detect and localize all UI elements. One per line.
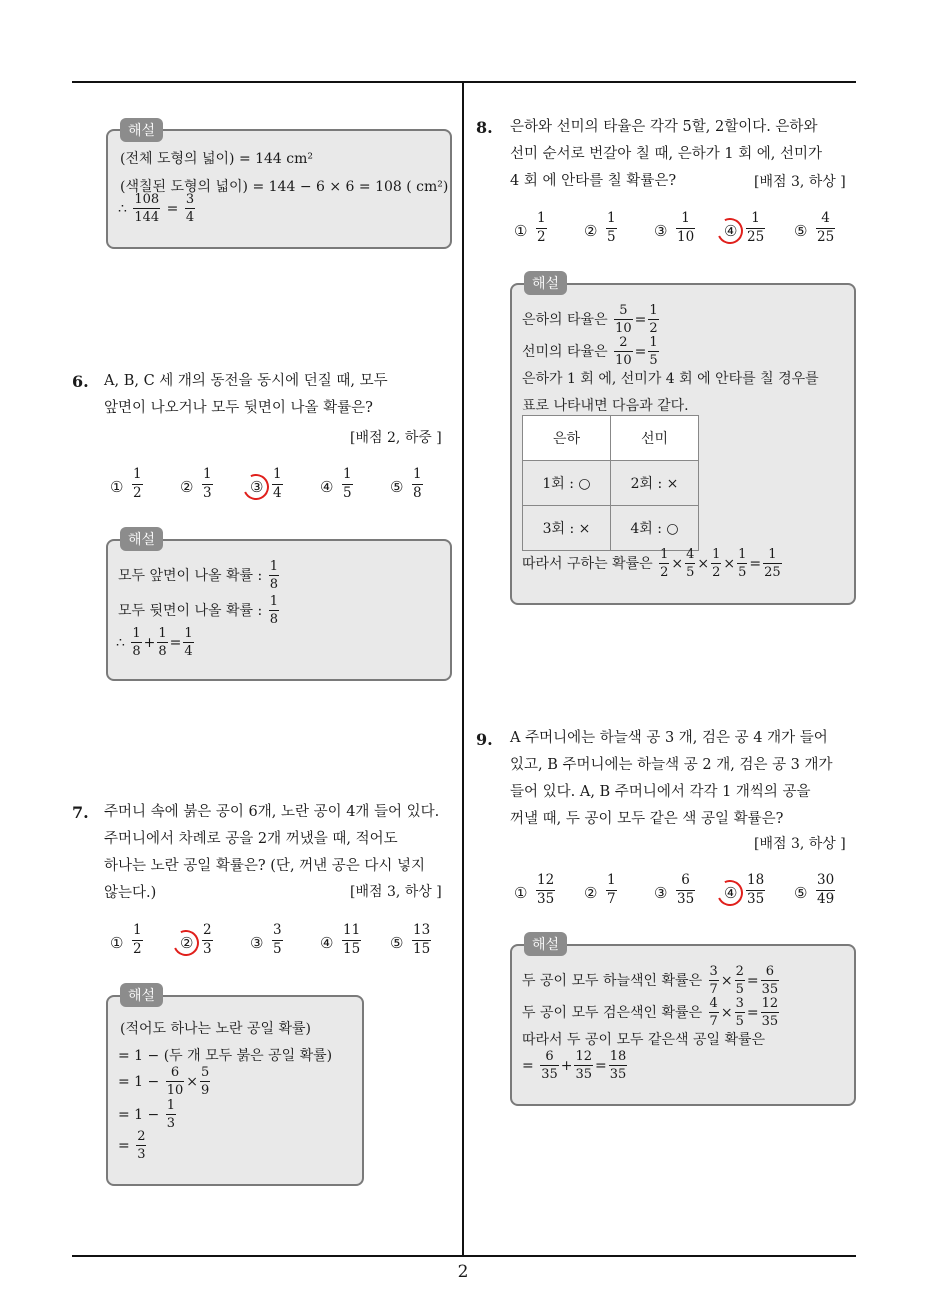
question-number: 7. [72,803,89,822]
solution-line: ∴ $\frac{108}{144}$ = $\frac{3}{4}$ [118,192,195,225]
question-text: A 주머니에는 하늘색 공 3 개, 검은 공 4 개가 들어 있고, B 주머니에는 하늘색 공 2 개, 검은 공 3 개가 들어 있다. A, B 주머니에서 각각 1 개씩의 공을 꺼낼 때, 두 공이 모두 같은 색 공일 확률은? [510,730,833,827]
solution-line: 두 공이 모두 하늘색인 확률은 $\frac{3}{7}$ × $\frac{2}{5}$ = $\frac{6}{35}$ [522,964,779,997]
solution-tag: 해설 [524,932,567,956]
question-text: 주머니 속에 붉은 공이 6개, 노란 공이 4개 들어 있다. 주머니에서 차례로 공을 2개 꺼냈을 때, 적어도 하나는 노란 공일 확률은? (단, 꺼낸 공은 다시 넣지 않는다.) [104,804,440,901]
score-label: [배점 2, 하중 ] [350,430,442,446]
table-header: 선미 [611,416,699,461]
header-rule [72,81,856,83]
fraction: $\frac{1}{8}$ [269,559,278,592]
question-text: 은하와 선미의 타율은 각각 5할, 2할이다. 은하와 선미 순서로 번갈아 칠 때, 은하가 1 회 에, 선미가 4 회 에 안타를 칠 확률은? [510,119,823,189]
fraction: $\frac{1}{5}$ [649,335,658,368]
page-number: 2 [457,1262,469,1282]
fraction: $\frac{1}{8}$ [158,626,167,659]
fraction: $\frac{4}{7}$ [709,996,718,1029]
solution-tag: 해설 [120,527,163,551]
fraction: $\frac{6}{10}$ [166,1065,184,1098]
solution-line: 모두 앞면이 나올 확률 : $\frac{1}{8}$ [118,559,278,592]
question-text: A, B, C 세 개의 동전을 동시에 던질 때, 모두 앞면이 나오거나 모두 뒷면이 나올 확률은? [104,373,388,416]
fraction: $\frac{1}{2}$ [649,303,658,336]
solution-tag: 해설 [120,118,163,142]
table-cell: 2회 : × [611,461,699,506]
table-cell: 3회 : × [523,506,611,551]
score-label: [배점 3, 하상 ] [754,836,846,852]
fraction: $\frac{12}{35}$ [761,996,779,1029]
score-label: [배점 3, 하상 ] [754,174,846,190]
score-label: [배점 3, 하상 ] [350,884,442,900]
question-number: 9. [476,730,493,749]
fraction: $\frac{2}{3}$ [137,1129,146,1162]
solution-line: = 1 − $\frac{1}{3}$ [118,1098,176,1131]
fraction: $\frac{1}{2}$ [712,547,721,580]
footer-rule [72,1255,856,1257]
solution-line: 따라서 구하는 확률은 $\frac{1}{2}$ × $\frac{4}{5}$ × $\frac{1}{2}$ × $\frac{1}{5}$ = $\frac{1}{25}$ [522,547,781,580]
fraction: $\frac{18}{35}$ [609,1049,627,1082]
solution-line: = $\frac{6}{35}$ + $\frac{12}{35}$ = $\frac{18}{35}$ [522,1049,627,1082]
solution-line: 은하가 1 회 에, 선미가 4 회 에 안타를 칠 경우를 [522,371,819,387]
solution-line: 은하의 타율은 $\frac{5}{10}$ = $\frac{1}{2}$ [522,303,658,336]
table-header: 은하 [523,416,611,461]
fraction: $\frac{6}{35}$ [761,964,779,997]
fraction: $\frac{4}{5}$ [686,547,695,580]
fraction: $\frac{1}{5}$ [738,547,747,580]
solution-line: 선미의 타율은 $\frac{2}{10}$ = $\frac{1}{5}$ [522,335,658,368]
question-number: 8. [476,118,493,137]
fraction: $\frac{6}{35}$ [541,1049,558,1082]
fraction: $\frac{1}{8}$ [269,594,278,627]
outcome-table [522,415,699,551]
fraction: $\frac{1}{25}$ [764,547,781,580]
table-cell: 4회 : ○ [611,506,699,551]
table-cell: 1회 : ○ [523,461,611,506]
fraction: $\frac{12}{35}$ [575,1049,593,1082]
fraction: $\frac{3}{4}$ [185,192,195,225]
fraction: $\frac{3}{7}$ [709,964,718,997]
solution-line: 따라서 두 공이 모두 같은색 공일 확률은 [522,1032,766,1048]
fraction: $\frac{1}{2}$ [660,547,669,580]
fraction: $\frac{108}{144}$ [134,192,160,225]
solution-line: 표로 나타내면 다음과 같다. [522,398,689,414]
fraction: $\frac{1}{3}$ [166,1098,176,1131]
solution-line: ∴ $\frac{1}{8}$ + $\frac{1}{8}$ = $\frac{1}{4}$ [116,626,193,659]
fraction: $\frac{2}{10}$ [615,335,632,368]
solution-line: = 1 − $\frac{6}{10}$ × $\frac{5}{9}$ [118,1065,210,1098]
question-number: 6. [72,372,89,391]
fraction: $\frac{2}{5}$ [735,964,744,997]
fraction: $\frac{5}{9}$ [201,1065,210,1098]
solution-tag: 해설 [524,271,567,295]
column-divider [462,82,464,1256]
solution-line: 모두 뒷면이 나올 확률 : $\frac{1}{8}$ [118,594,278,627]
fraction: $\frac{1}{4}$ [184,626,193,659]
solution-line: = $\frac{2}{3}$ [118,1129,146,1162]
solution-tag: 해설 [120,983,163,1007]
solution-line: (적어도 하나는 노란 공일 확률) [120,1021,312,1037]
solution-line: 두 공이 모두 검은색인 확률은 $\frac{4}{7}$ × $\frac{3}{5}$ = $\frac{12}{35}$ [522,996,779,1029]
solution-line: (전체 도형의 넓이) = 144 cm² [120,151,314,167]
fraction: $\frac{5}{10}$ [615,303,632,336]
fraction: $\frac{1}{8}$ [132,626,141,659]
solution-line: (색칠된 도형의 넓이) = 144 − 6 × 6 = 108 ( cm²) [120,179,449,195]
solution-line: = 1 − (두 개 모두 붉은 공일 확률) [118,1048,333,1064]
fraction: $\frac{3}{5}$ [735,996,744,1029]
